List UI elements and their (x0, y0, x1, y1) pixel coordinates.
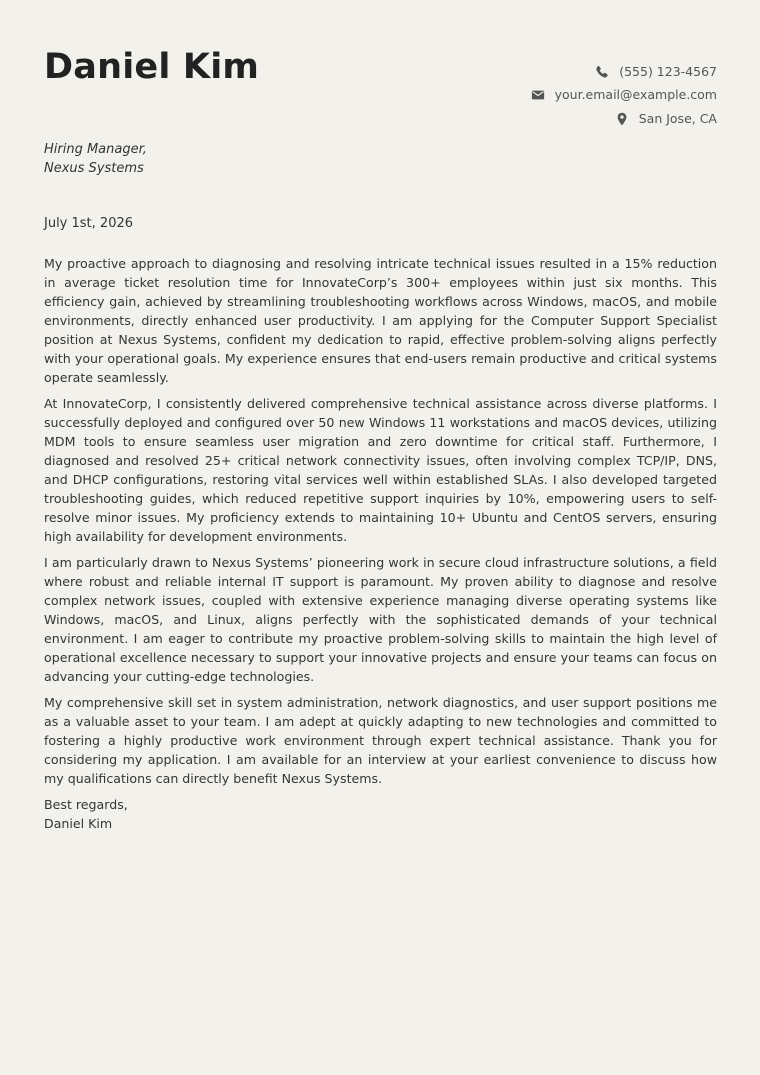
closing-salutation: Best regards, (44, 797, 128, 812)
letter-date: July 1st, 2026 (44, 216, 134, 231)
contact-phone-row (531, 60, 717, 84)
recipient-block (44, 140, 147, 178)
phone-icon (595, 65, 609, 79)
paragraph: At InnovateCorp, I consistently delivered comprehensive technical assistance across diverse platforms. I successfully deployed and configured over 50 new Windows 11 workstations and macOS devices, utilizing MDM tools to ensure seamless user migration and zero downtime for critical staff. Furthermore, I diagnosed and resolved 25+ critical network connectivity issues, often involving complex TCP/IP, DNS, and DHCP configurations, restoring vital services well within established SLAs. I also developed targeted troubleshooting guides, which reduced repetitive support inquiries by 10%, empowering users to self-resolve minor issues. My proficiency extends to maintaining 10+ Ubuntu and CentOS servers, ensuring high availability for development environments. (44, 396, 717, 544)
contact-location-row (531, 107, 717, 131)
paragraph: I am particularly drawn to Nexus Systems’ pioneering work in secure cloud infrastructure solutions, a field where robust and reliable internal IT support is paramount. My proven ability to diagnose and resolve complex network issues, coupled with extensive experience managing diverse operating systems like Windows, macOS, and Linux, aligns perfectly with the sophisticated demands of your technical environment. I am eager to contribute my proactive problem-solving skills to maintain the high level of operational excellence necessary to support your innovative projects and ensure your teams can focus on advancing your cutting-edge technologies. (44, 555, 717, 684)
contact-phone[interactable]: (555) 123-4567 (619, 63, 717, 79)
paragraph: My comprehensive skill set in system administration, network diagnostics, and user support positions me as a valuable asset to your team. I am adept at quickly adapting to new technologies and committed to fostering a highly productive work environment through expert technical assistance. Thank you for considering my application. I am available for an interview at your earliest convenience to discuss how my qualifications can directly benefit Nexus Systems. (44, 695, 717, 786)
contact-email-row (531, 84, 717, 108)
letter-body (44, 254, 717, 833)
closing-block (44, 795, 717, 833)
paragraph: My proactive approach to diagnosing and resolving intricate technical issues resulted in a 15% reduction in average ticket resolution time for InnovateCorp’s 300+ employees within just six months. This efficiency gain, achieved by streamlining troubleshooting workflows across Windows, macOS, and mobile environments, directly enhanced user productivity. I am applying for the Computer Support Specialist position at Nexus Systems, confident my dedication to rapid, effective problem-solving aligns perfectly with your operational goals. My experience ensures that end-users remain productive and critical systems operate seamlessly. (44, 256, 717, 385)
recipient-company: Nexus Systems (44, 161, 144, 176)
contact-location: San Jose, CA (638, 110, 717, 126)
applicant-name: Daniel Kim (44, 47, 260, 87)
contact-email[interactable]: your.email@example.com (554, 87, 717, 103)
recipient-title: Hiring Manager, (44, 142, 147, 157)
location-pin-icon (615, 112, 629, 126)
contact-block (531, 60, 717, 131)
closing-signature: Daniel Kim (44, 816, 113, 831)
envelope-icon (531, 88, 545, 102)
